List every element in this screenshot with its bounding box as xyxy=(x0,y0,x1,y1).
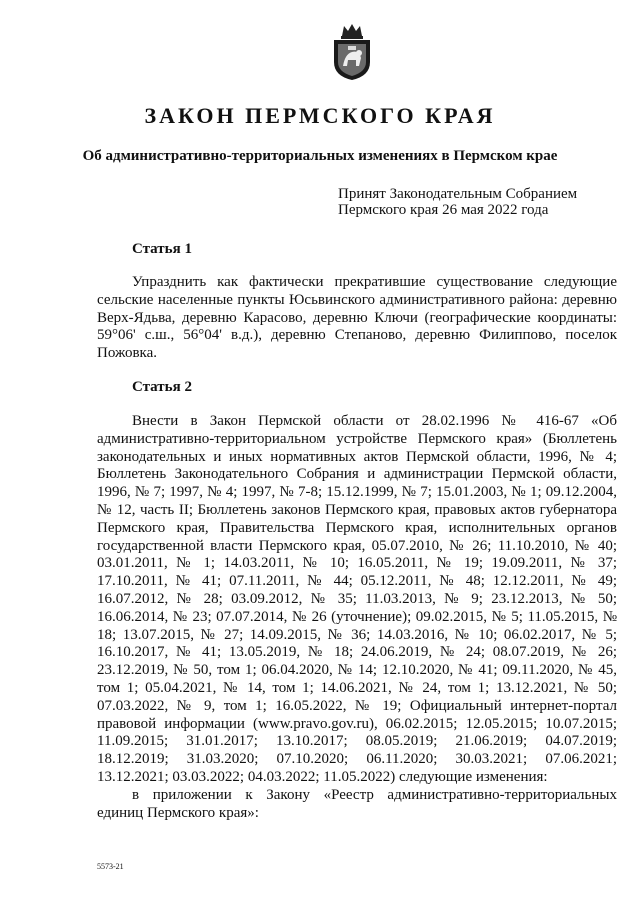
article-2-heading: Статья 2 xyxy=(132,379,192,395)
article-2-paragraph xyxy=(97,413,617,787)
coat-of-arms-icon xyxy=(330,22,374,82)
article-2-body: Внести в Закон Пермской области от 28.02.1996 № 416-67 «Об административно-территориальном устройстве Пермского края» (Бюллетень законодательных и иных нормативных актов Пермской области, 1996, № 4; Бюллетень Законодательного Собрания и администрации Пермской области, 1996, № 7; 1997, № 4; 1997, № 7-8; 15.12.1999, № 7; 15.01.2003, № 1; 09.12.2004, № 12, часть II; Бюллетень законов Пермского края, правовых актов губернатора Пермского края, Правительства Пермского края, исполнительных органов государственной власти Пермского края, 05.07.2010, № 26; 11.10.2010, № 40; 03.01.2011, № 1; 14.03.2011, № 10; 16.05.2011, № 19; 19.09.2011, № 37; 17.10.2011, № 41; 07.11.2011, № 44; 05.12.2011, № 48; 12.12.2011, № 49; 16.07.2012, № 28; 03.09.2012, № 35; 11.03.2013, № 9; 23.12.2013, № 50; 16.06.2014, № 23; 07.07.2014, № 26 (уточнение); 09.02.2015, № 5; 11.05.2015, № 18; 13.07.2015, № 27; 14.09.2015, № 36; 14.03.2016, № 10; 06.02.2017, № 5; 16.10.2017, № 41; 13.05.2019, № 18; 24.06.2019, № 24; 08.07.2019, № 26; 23.12.2019, № 50, том 1; 06.04.2020, № 14; 12.10.2020, № 41; 09.11.2020, № 45, том 1; 05.04.2021, № 14, том 1; 14.06.2021, № 24, том 1; 13.12.2021, № 50; 07.03.2022, № 9, том 1; 16.05.2022, № 19; Официальный интернет-портал правовой информации (www.pravo.gov.ru), 06.02.2015; 12.05.2015; 10.07.2015; 11.09.2015; 31.01.2017; 13.10.2017; 08.05.2019; 21.06.2019; 04.07.2019; 18.12.2019; 31.03.2020; 07.10.2020; 06.11.2020; 30.03.2021; 07.06.2021; 13.12.2021; 03.03.2022; 04.03.2022; 11.05.2022) следующие изменения: xyxy=(97,413,617,785)
adoption-line-2: Пермского края 26 мая 2022 года xyxy=(338,202,549,218)
adoption-line-1: Принят Законодательным Собранием xyxy=(338,186,578,202)
article-2-item xyxy=(97,787,617,823)
article-1-heading: Статья 1 xyxy=(132,241,192,257)
article-2-item-text: в приложении к Закону «Реестр административно-территориальных единиц Пермского края»: xyxy=(97,786,617,821)
law-title: ЗАКОН ПЕРМСКОГО КРАЯ xyxy=(144,103,496,128)
adoption-note xyxy=(338,186,628,218)
article-1-body: Упразднить как фактически прекратившие существование следующие сельские населенные пункты Юсьвинского административного района: деревню Верх-Ядьва, деревню Карасово, деревню Ключи (географические координаты: 59°06' с.ш., 56°04' в.д.), деревню Степаново, деревню Филиппово, поселок Пожовка. xyxy=(97,274,617,362)
law-subtitle: Об административно-территориальных изменениях в Пермском крае xyxy=(82,148,558,164)
article-1-text xyxy=(97,274,617,363)
article-2-text xyxy=(97,413,617,822)
document-code: 5573-21 xyxy=(97,862,124,871)
